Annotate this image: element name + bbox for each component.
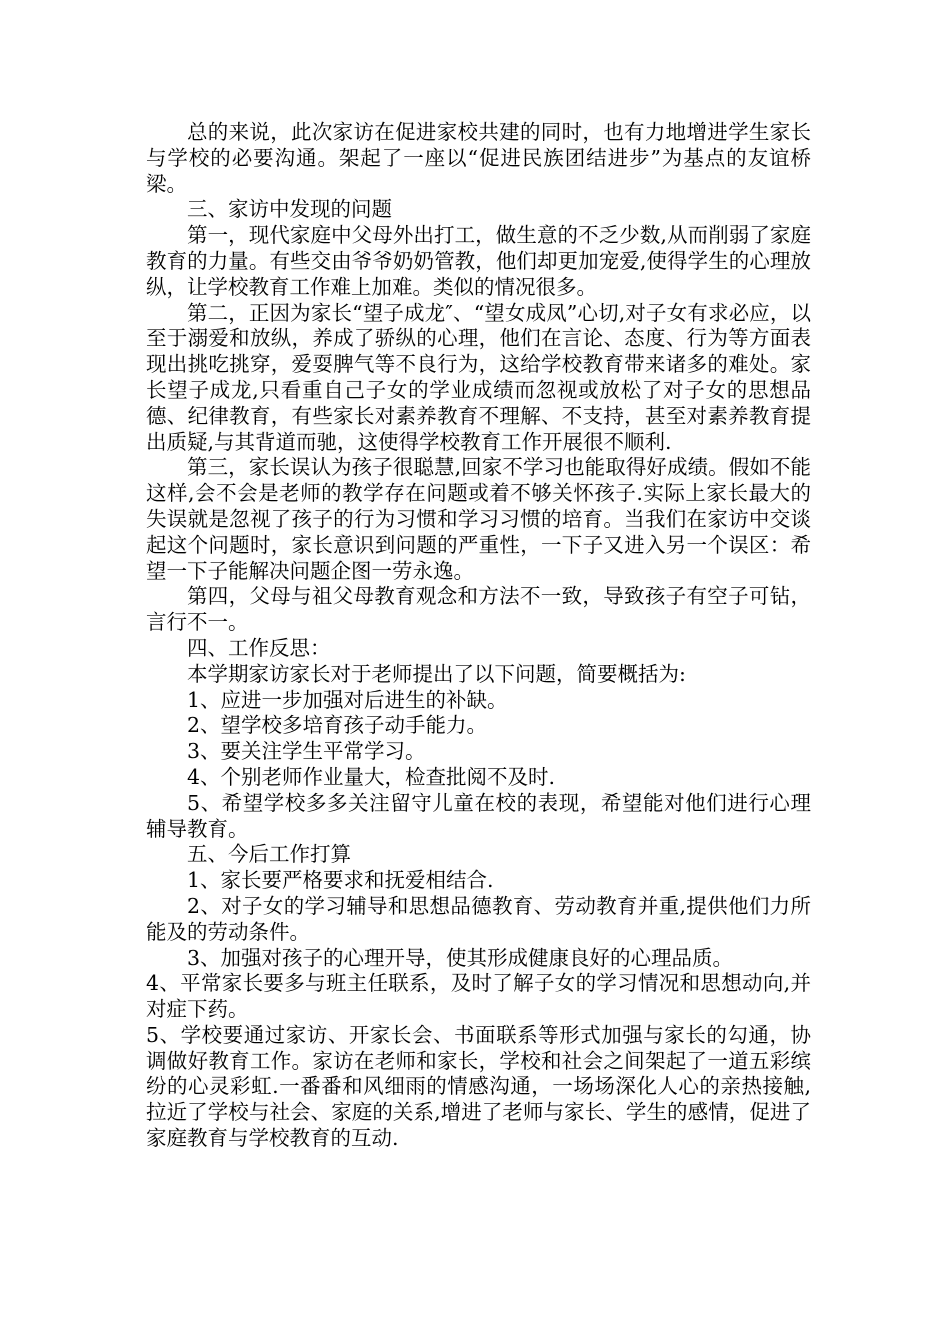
list-item-plan-3: 3、加强对孩子的心理开导，使其形成健康良好的心理品质。 — [187, 945, 734, 970]
section-heading-future-plan: 五、今后工作打算 — [187, 842, 351, 867]
document-body — [146, 120, 811, 1152]
paragraph-problem-1: 第一，现代家庭中父母外出打工，做生意的不乏少数,从而削弱了家庭教育的力量。有些交由爷爷奶奶管教，他们却更加宠爱,使得学生的心理放纵，让学校教育工作难上加难。类似的情况很多。 — [146, 223, 811, 299]
list-item-reflection-2: 2、望学校多培育孩子动手能力。 — [187, 713, 488, 738]
list-item-plan-5: 5、学校要通过家访、开家长会、书面联系等形式加强与家长的勾通，协调做好教育工作。家访在老师和家长，学校和社会之间架起了一道五彩缤纷的心灵彩虹.一番番和风细雨的情感沟通，一场场深化人心的亲热接触,拉近了学校与社会、家庭的关系,增进了老师与家长、学生的感情，促进了家庭教育与学校教育的互动. — [146, 1022, 811, 1151]
list-item-reflection-3: 3、要关注学生平常学习。 — [187, 739, 426, 764]
section-heading-reflection: 四、工作反思： — [187, 635, 331, 660]
section-heading-problems: 三、家访中发现的问题 — [187, 197, 392, 222]
list-item-reflection-1: 1、应进一步加强对后进生的补缺。 — [187, 687, 508, 712]
list-item-plan-1: 1、家长要严格要求和抚爱相结合. — [187, 868, 494, 893]
list-item-plan-2: 2、对子女的学习辅导和思想品德教育、劳动教育并重,提供他们力所能及的劳动条件。 — [146, 893, 811, 944]
paragraph-summary: 总的来说，此次家访在促进家校共建的同时，也有力地增进学生家长与学校的必要沟通。架起了一座以“促进民族团结进步”为基点的友谊桥梁。 — [146, 120, 811, 196]
list-item-reflection-5: 5、希望学校多多关注留守儿童在校的表现，希望能对他们进行心理辅导教育。 — [146, 790, 811, 841]
list-item-reflection-4: 4、个别老师作业量大，检查批阅不及时. — [187, 764, 556, 789]
paragraph-problem-3: 第三，家长误认为孩子很聪慧,回家不学习也能取得好成绩。假如不能这样,会不会是老师的教学存在问题或着不够关怀孩子.实际上家长最大的失误就是忽视了孩子的行为习惯和学习习惯的培育。当我们在家访中交谈起这个问题时，家长意识到问题的严重性，一下子又进入另一个误区：希望一下子能解决问题企图一劳永逸。 — [146, 455, 811, 583]
list-item-plan-4: 4、平常家长要多与班主任联系，及时了解子女的学习情况和思想动向,并对症下药。 — [146, 971, 811, 1022]
paragraph-problem-2: 第二，正因为家长“望子成龙″、“望女成凤”心切,对子女有求必应，以至于溺爱和放纵，养成了骄纵的心理，他们在言论、态度、行为等方面表现出挑吃挑穿，爱耍脾气等不良行为，这给学校教育带来诸多的难处。家长望子成龙,只看重自己子女的学业成绩而忽视或放松了对子女的思想品德、纪律教育，有些家长对素养教育不理解、不支持，甚至对素养教育提出质疑,与其背道而驰，这使得学校教育工作开展很不顺利. — [146, 300, 811, 454]
paragraph-problem-4: 第四，父母与祖父母教育观念和方法不一致，导致孩子有空子可钻，言行不一。 — [146, 584, 811, 635]
paragraph-reflection-intro: 本学期家访家长对于老师提出了以下问题，简要概括为: — [187, 661, 686, 686]
